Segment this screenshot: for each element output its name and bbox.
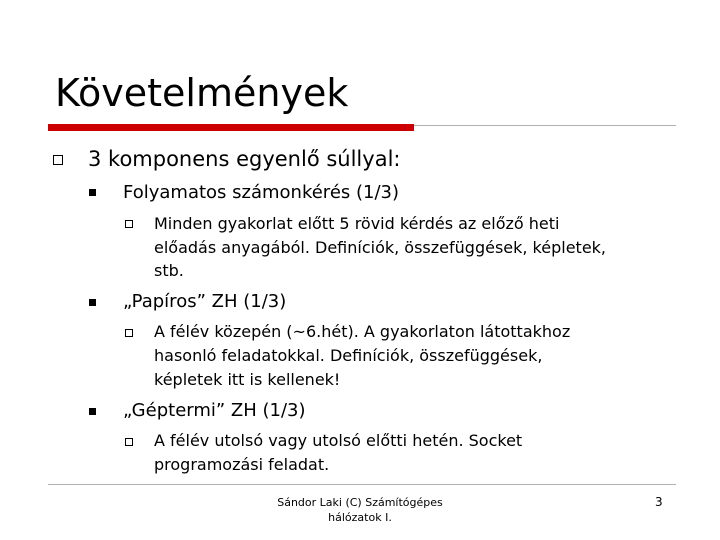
component-detail-line: programozási feladat. bbox=[154, 455, 330, 474]
footer-author bbox=[240, 495, 480, 525]
component-detail-line: Minden gyakorlat előtt 5 rövid kérdés az előző heti bbox=[154, 214, 560, 233]
main-bullet-text: 3 komponens egyenlő súllyal: bbox=[88, 147, 401, 171]
footer-author-line: Sándor Laki (C) Számítógépes bbox=[277, 496, 443, 509]
slide-title: Követelmények bbox=[55, 71, 349, 115]
filled-square-bullet-icon bbox=[89, 299, 96, 306]
filled-square-bullet-icon bbox=[89, 408, 96, 415]
component-detail-line: hasonló feladatokkal. Definíciók, összefüggések, bbox=[154, 346, 543, 365]
component-label: Folyamatos számonkérés (1/3) bbox=[123, 182, 400, 203]
component-detail-line: előadás anyagából. Definíciók, összefüggések, képletek, bbox=[154, 238, 607, 257]
page-number: 3 bbox=[655, 495, 663, 509]
component-label: „Papíros” ZH (1/3) bbox=[123, 291, 287, 312]
small-hollow-square-bullet-icon bbox=[125, 220, 133, 228]
footer-divider-line bbox=[48, 484, 676, 485]
component-detail-line: képletek itt is kellenek! bbox=[154, 370, 341, 389]
component-detail-line: A félév utolsó vagy utolsó előtti hetén. Socket bbox=[154, 431, 523, 450]
component-detail-line: A félév közepén (~6.hét). A gyakorlaton látottakhoz bbox=[154, 322, 571, 341]
small-hollow-square-bullet-icon bbox=[125, 438, 133, 446]
filled-square-bullet-icon bbox=[89, 189, 96, 196]
footer-author-line: hálózatok I. bbox=[328, 511, 392, 524]
title-accent-bar bbox=[48, 124, 414, 131]
component-detail-line: stb. bbox=[154, 261, 184, 280]
hollow-square-bullet-icon bbox=[53, 155, 63, 165]
component-label: „Géptermi” ZH (1/3) bbox=[123, 400, 306, 421]
small-hollow-square-bullet-icon bbox=[125, 329, 133, 337]
